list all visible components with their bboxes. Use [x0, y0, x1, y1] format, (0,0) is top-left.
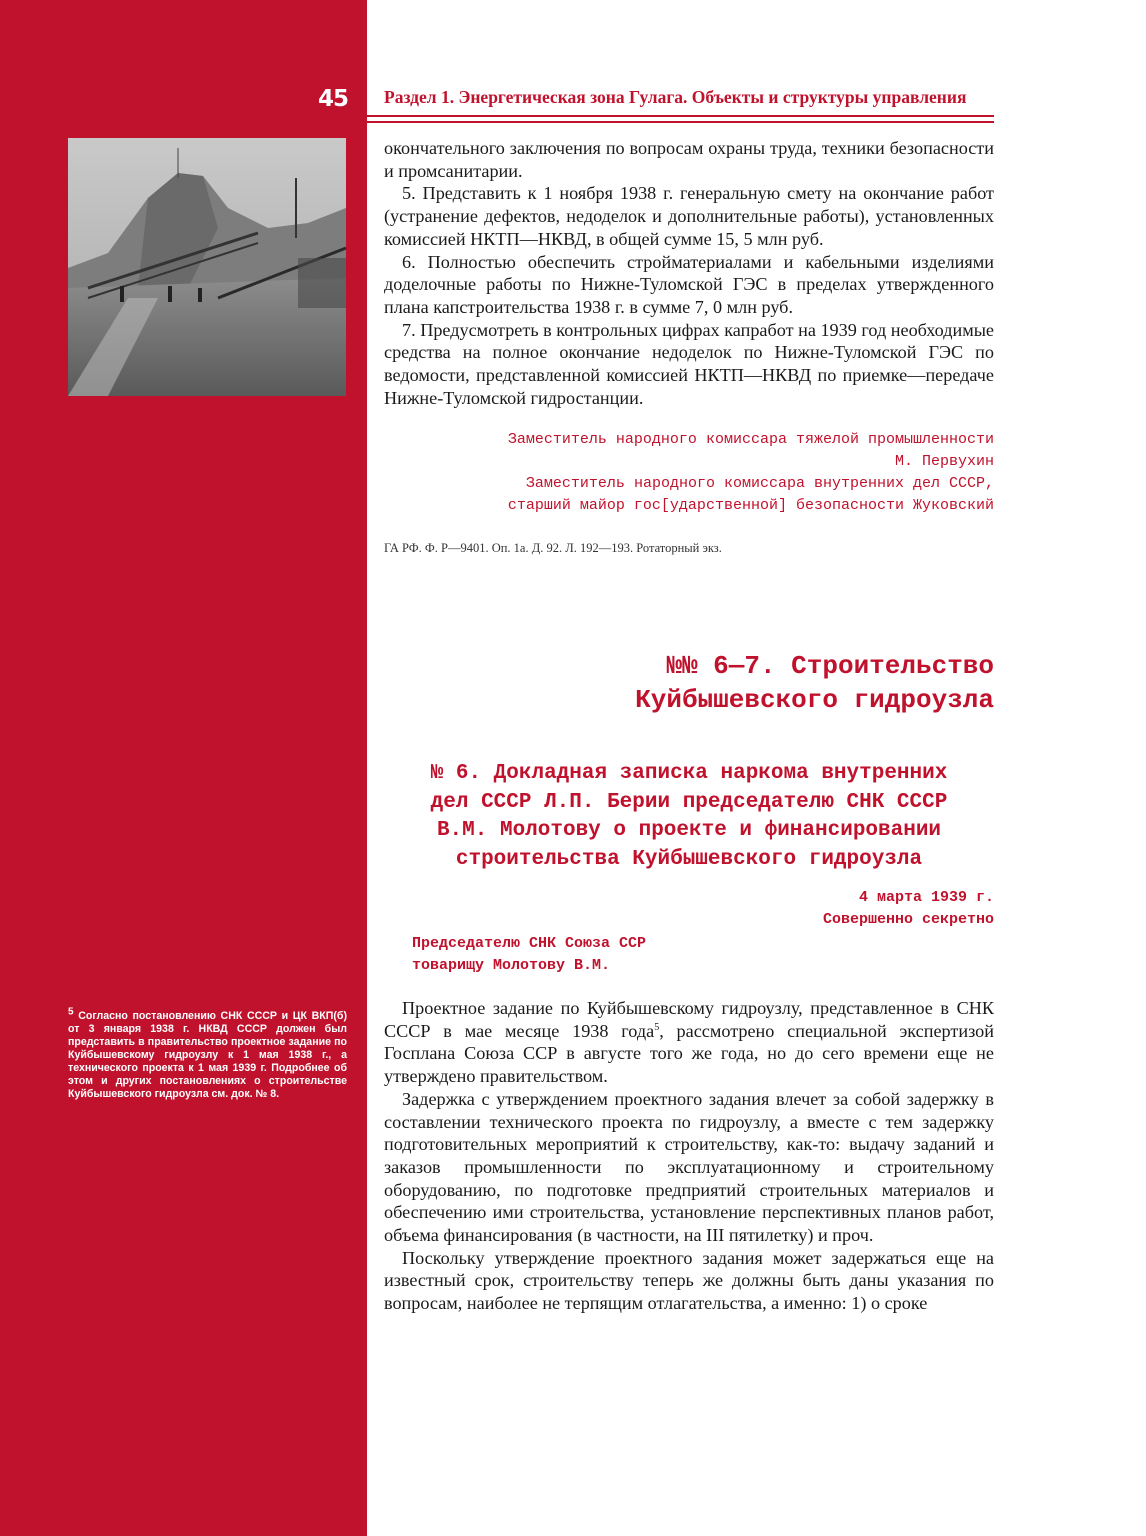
document-date: 4 марта 1939 г. [858, 889, 994, 906]
section-title [384, 649, 994, 717]
signature-line: М. Первухин [894, 453, 994, 470]
paragraph: 7. Предусмотреть в контрольных цифрах капработ на 1939 год необходимые средства на полное окончание недоделок по Нижне-Туломской ГЭС по ведомости, представленной комиссией НКТП—НКВД по приемке—передаче Нижне-Туломской гидростанции. [384, 319, 994, 408]
construction-photo [68, 138, 346, 396]
signature-line: старший майор гос[ударственной] безопасности Жуковский [507, 497, 994, 514]
paragraph-text: , рассмотрено специальной экспертизой Госплана Союза ССР в августе того же года, но до сего времени еще не утверждено правительством. [384, 1020, 994, 1087]
paragraph: 5. Представить к 1 ноября 1938 г. генеральную смету на окончание работ (устранение дефектов, недоделок и дополнительные работы), установленных комиссией НКТП—НКВД, в общей сумме 15, 5 млн руб. [384, 183, 994, 249]
section-title-line: Куйбышевского гидроузла [635, 685, 994, 715]
signature-block [384, 429, 994, 517]
paragraph: окончательного заключения по вопросам охраны труда, техники безопасности и промсанитарии. [384, 138, 994, 181]
paragraph [384, 997, 994, 1088]
addressee-line: Председателю СНК Союза ССР [412, 935, 647, 952]
footnote-number: 5 [68, 1006, 74, 1018]
paragraph: Поскольку утверждение проектного задания может задержаться еще на известный срок, строительству теперь же должны быть даны указания по вопросам, наиболее не терпящим отлагательства, а именно: 1) о сроке [384, 1247, 994, 1314]
header-rule-2 [367, 121, 994, 123]
section-title-line: №№ 6—7. Строительство [666, 651, 994, 681]
header-rule [367, 115, 994, 117]
document-title-line: № 6. Докладная записка наркома внутренних [430, 762, 948, 785]
document-title-line: дел СССР Л.П. Берии председателю СНК СССР [430, 790, 948, 814]
addressee-line: товарищу Молотову В.М. [412, 957, 611, 974]
body-text-block [384, 997, 994, 1315]
paragraph: 6. Полностью обеспечить стройматериалами и кабельными изделиями доделочные работы по Нижне-Туломской ГЭС в пределах утвержденного плана капстроительства 1938 г. в сумме 7, 0 млн руб. [384, 251, 994, 317]
page-number: 45 [318, 86, 349, 112]
archive-source: ГА РФ. Ф. Р—9401. Оп. 1а. Д. 92. Л. 192—193. Ротаторный экз. [384, 541, 722, 555]
construction-photo-image [68, 138, 346, 396]
signature-line: Заместитель народного комиссара внутренних дел СССР, [525, 475, 994, 492]
paragraph-text: Проектное задание по Куйбышевскому гидроузлу, представленное в СНК СССР в мае месяце 1938 года [384, 998, 994, 1041]
classification: Совершенно секретно [822, 911, 994, 928]
document-title [384, 760, 994, 874]
document-title-line: В.М. Молотову о проекте и финансировании [436, 819, 942, 842]
paragraph: Задержка с утверждением проектного задания влечет за собой задержку в составлении технического проекта по гидроузлу, а вместе с тем задержку подготовительных мероприятий к строительству, как-то: выдачу заданий и заказов промышленности по эксплуатационному и строительному оборудованию, по подготовке предприятий строительных материалов и обеспечению ими строительства, установление перспективных планов работ, объема финансирования (в частности, на III пятилетку) и проч. [384, 1088, 994, 1246]
footnote [68, 1006, 347, 1101]
addressee [412, 933, 646, 977]
running-header: Раздел 1. Энергетическая зона Гулага. Объекты и структуры управления [384, 87, 967, 107]
signature-line: Заместитель народного комиссара тяжелой промышленности [507, 431, 994, 448]
footnote-text: Согласно постановлению СНК СССР и ЦК ВКП(б) от 3 января 1938 г. НКВД СССР должен был представить в правительство проектное задание по Куйбышевскому гидроузлу к 1 мая 1938 г., а технического проекта к 1 мая 1939 г. Подробнее об этом и других постановлениях о строительстве Куйбышевского гидроузла см. док. № 8. [68, 1010, 347, 1100]
footnote-ref[interactable]: 5 [654, 1021, 660, 1033]
document-title-line: строительства Куйбышевского гидроузла [455, 847, 923, 871]
top-text-block [384, 137, 994, 409]
date-block [384, 887, 994, 931]
